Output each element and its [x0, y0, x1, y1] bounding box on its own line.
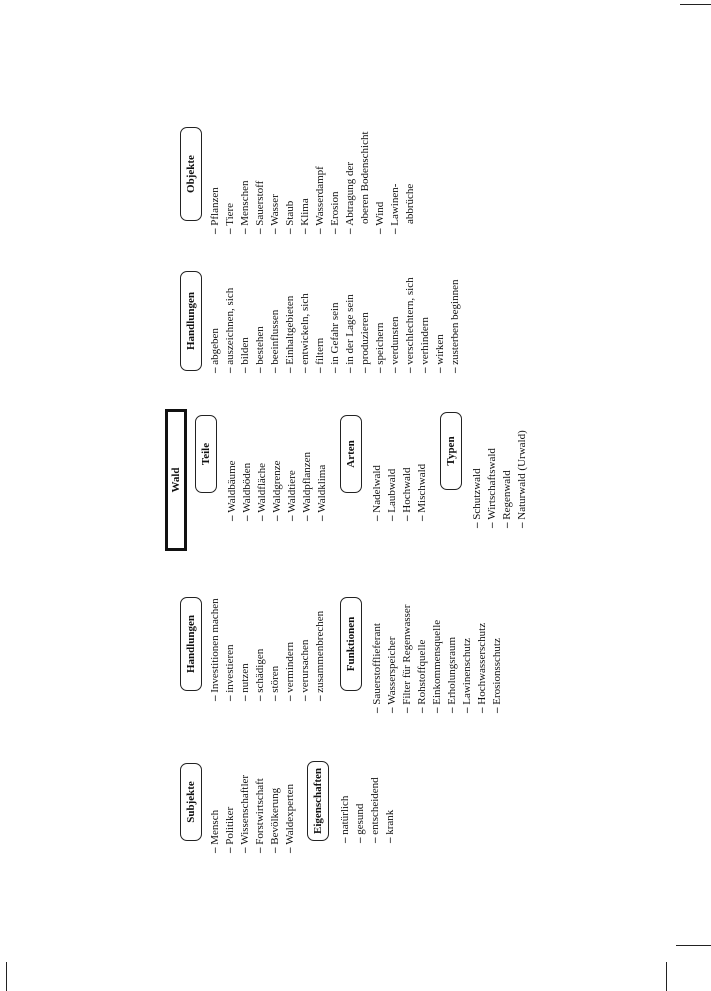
list-item: – Waldfläche — [255, 452, 270, 521]
list-item: – entwickeln, sich — [298, 277, 313, 373]
list-item: – Sauerstoff — [253, 131, 268, 234]
list-item: – auszeichnen, sich — [223, 277, 238, 373]
handlungen-left-heading: Handlungen — [185, 614, 197, 674]
funktionen-list — [370, 605, 505, 713]
list-item: – verdunsten — [388, 277, 403, 373]
list-item: – produzieren — [358, 277, 373, 373]
list-item: – Hochwasserschutz — [475, 605, 490, 713]
list-item: – Filter für Regenwasser — [400, 605, 415, 713]
list-item: – Waldtiere — [285, 452, 300, 521]
subjekte-heading: Subjekte — [185, 781, 197, 823]
teile-heading: Teile — [200, 442, 212, 466]
list-item: – Lawinenschutz — [460, 605, 475, 713]
eigenschaften-box — [307, 761, 329, 841]
handlungen-right-heading: Handlungen — [185, 291, 197, 351]
handlungen-left-list — [208, 598, 328, 701]
list-item: – Erosion — [328, 131, 343, 234]
objekte-heading: Objekte — [185, 155, 197, 193]
list-item: – Lawinen- — [388, 131, 403, 234]
list-item: – Wissenschaftler — [238, 775, 253, 853]
list-item: – Wirtschaftswald — [485, 430, 500, 528]
list-item: – vermindern — [283, 598, 298, 701]
list-item-continuation: abbrüche — [404, 183, 416, 224]
list-item: – natürlich — [338, 777, 353, 843]
list-item: – krank — [383, 777, 398, 843]
list-item: – abgeben — [208, 277, 223, 373]
list-item: – Wasser — [268, 131, 283, 234]
list-item: – Menschen — [238, 131, 253, 234]
list-item: – Waldexperten — [283, 775, 298, 853]
list-item: – Einkommensquelle — [430, 605, 445, 713]
list-item: – Politiker — [223, 775, 238, 853]
list-item: – Erosionsschutz — [490, 605, 505, 713]
list-item: – Abtragung der — [343, 131, 358, 234]
list-item: – Forstwirtschaft — [253, 775, 268, 853]
teile-list — [225, 452, 330, 521]
list-item: – Klima — [298, 131, 313, 234]
subjekte-list — [208, 775, 298, 853]
list-item-continuation: oberen Bodenschicht — [359, 131, 371, 224]
list-item: – nutzen — [238, 598, 253, 701]
list-item: – investieren — [223, 598, 238, 701]
list-item: – in Gefahr sein — [328, 277, 343, 373]
list-item: – Nadelwald — [370, 464, 385, 521]
typen-heading: Typen — [445, 436, 457, 466]
objekte-box — [180, 127, 202, 221]
title-wald-box — [165, 409, 187, 551]
list-item: – Rohstoffquelle — [415, 605, 430, 713]
funktionen-heading: Funktionen — [345, 616, 357, 672]
list-item: – Waldpflanzen — [300, 452, 315, 521]
list-item: – Regenwald — [500, 430, 515, 528]
list-item: – speichern — [373, 277, 388, 373]
list-item: – Bevölkerung — [268, 775, 283, 853]
list-item: – beeinflussen — [268, 277, 283, 373]
list-item: – Waldbäume — [225, 452, 240, 521]
list-item: – stören — [268, 598, 283, 701]
typen-box — [440, 412, 462, 490]
arten-list — [370, 464, 430, 521]
arten-heading: Arten — [345, 440, 357, 468]
list-item: – Pflanzen — [208, 131, 223, 234]
list-item: – Naturwald (Urwald) — [515, 430, 530, 528]
title-wald: Wald — [170, 467, 182, 493]
list-item: – entscheidend — [368, 777, 383, 843]
typen-list — [470, 430, 530, 528]
teile-box — [195, 415, 217, 493]
list-item: – Staub — [283, 131, 298, 234]
list-item: – Mischwald — [415, 464, 430, 521]
list-item: – gesund — [353, 777, 368, 843]
list-item: – Wasserdampf — [313, 131, 328, 234]
eigenschaften-list — [338, 777, 398, 843]
list-item: – Schutzwald — [470, 430, 485, 528]
list-item: – Investitionen machen — [208, 598, 223, 701]
list-item: – Wasserspeicher — [385, 605, 400, 713]
list-item: – verhindern — [418, 277, 433, 373]
list-item: – filtern — [313, 277, 328, 373]
list-item: – Waldklima — [315, 452, 330, 521]
list-item: – Sauerstofflieferant — [370, 605, 385, 713]
funktionen-box — [340, 597, 362, 691]
list-item: – zusammenbrechen — [313, 598, 328, 701]
list-item: – verursachen — [298, 598, 313, 701]
list-item: – zusterben beginnen — [448, 277, 463, 373]
list-item: – in der Lage sein — [343, 277, 358, 373]
list-item: – Laubwald — [385, 464, 400, 521]
list-item: – wirken — [433, 277, 448, 373]
list-item: – Wind — [373, 131, 388, 234]
subjekte-box — [180, 763, 202, 841]
handlungen-right-list — [208, 277, 463, 373]
list-item: – Waldböden — [240, 452, 255, 521]
handlungen-left-box — [180, 597, 202, 691]
list-item: – verschlechtern, sich — [403, 277, 418, 373]
objekte-list — [208, 131, 418, 234]
list-item: – Einhaltgebieten — [283, 277, 298, 373]
list-item: – Waldgrenze — [270, 452, 285, 521]
eigenschaften-heading: Eigenschaften — [312, 768, 324, 834]
list-item: – Hochwald — [400, 464, 415, 521]
list-item: – bestehen — [253, 277, 268, 373]
list-item: – Erholungsraum — [445, 605, 460, 713]
arten-box — [340, 415, 362, 493]
handlungen-right-box — [180, 271, 202, 371]
list-item: – schädigen — [253, 598, 268, 701]
list-item: – Mensch — [208, 775, 223, 853]
list-item: – Tiere — [223, 131, 238, 234]
list-item: – bilden — [238, 277, 253, 373]
